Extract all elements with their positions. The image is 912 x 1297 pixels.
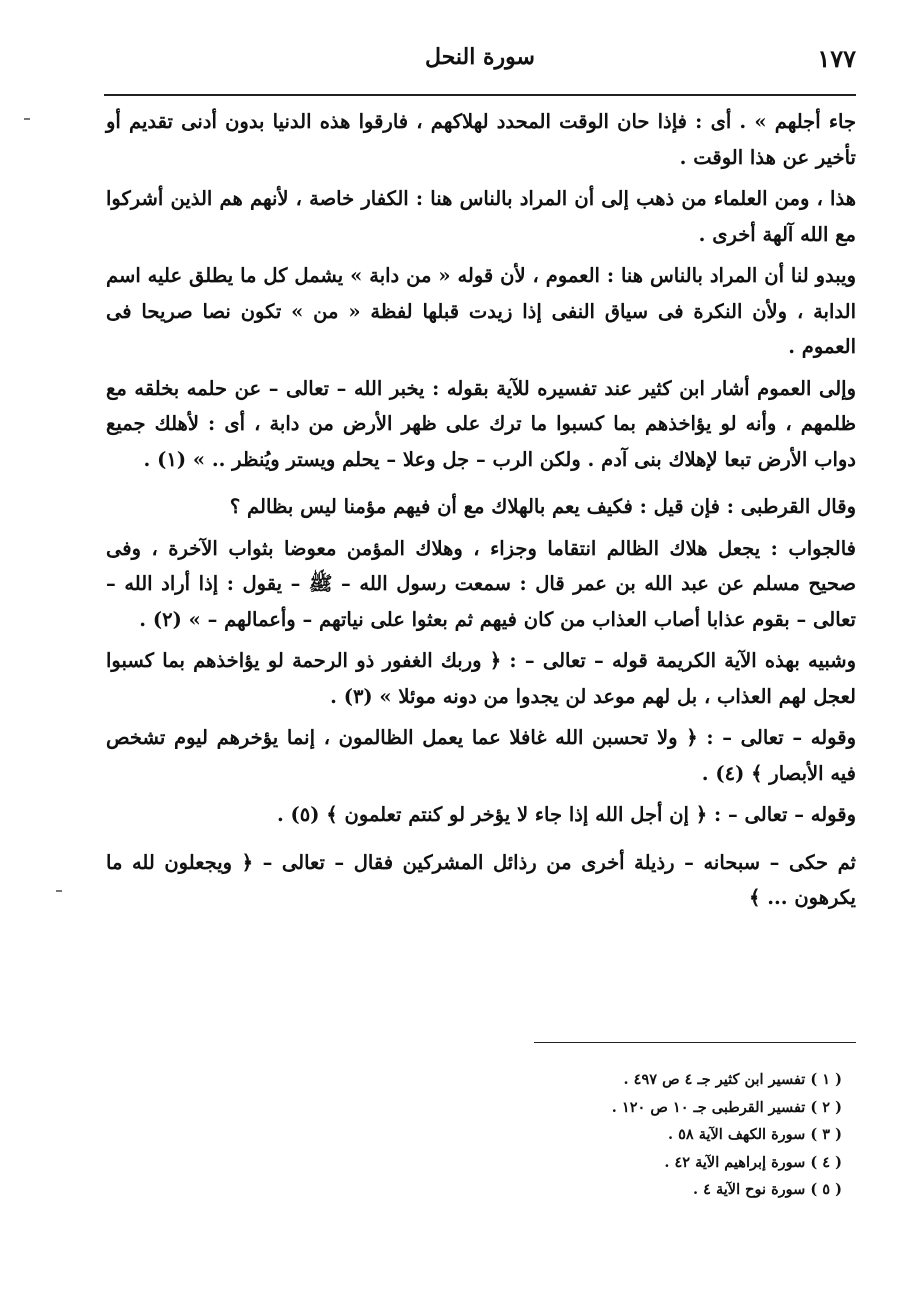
scan-speck [56, 890, 62, 892]
surah-title: سورة النحل [425, 44, 535, 70]
page-header [104, 42, 856, 82]
footnote-item: ( ٤ ) سورة إبراهيم الآية ٤٢ . [664, 1153, 842, 1171]
paragraph: هذا ، ومن العلماء من ذهب إلى أن المراد بالناس هنا : الكفار خاصة ، لأنهم هم الذين أشركوا مع الله آلهة أخرى . [106, 187, 856, 246]
footnote-item: ( ٣ ) سورة الكهف الآية ٥٨ . [667, 1126, 842, 1143]
footnote-item: ( ٢ ) تفسير القرطبى جـ ١٠ ص ١٢٠ . [611, 1098, 842, 1116]
main-text [106, 104, 856, 922]
footnotes [502, 1066, 842, 1204]
header-rule [104, 94, 856, 96]
paragraph: وقوله – تعالى – : ﴿ إن أجل الله إذا جاء لا يؤخر لو كنتم تعلمون ﴾ (٥) . [276, 803, 856, 826]
paragraph: فالجواب : يجعل هلاك الظالم انتقاما وجزاء ، وهلاك المؤمن معوضا بثواب الآخرة ، وفى صحيح مسلم عن عبد الله بن عمر قال : سمعت رسول الله – ﷺ – يقول : إذا أراد الله – تعالى – بقوم عذابا أصاب العذاب من كان فيهم ثم بعثوا على نياتهم – وأعمالهم – » (٢) . [106, 536, 856, 631]
scan-speck [24, 118, 30, 120]
paragraph: وقوله – تعالى – : ﴿ ولا تحسبن الله غافلا عما يعمل الظالمون ، إنما يؤخرهم ليوم تشخص فيه الأبصار ﴾ (٤) . [106, 726, 856, 785]
footnote-rule [534, 1042, 856, 1043]
paragraph: وشبيه بهذه الآية الكريمة قوله – تعالى – : ﴿ وربك الغفور ذو الرحمة لو يؤاخذهم بما كسبوا لعجل لهم العذاب ، بل لهم موعد لن يجدوا من دونه موئلا » (٣) . [106, 649, 856, 708]
paragraph: وقال القرطبى : فإن قيل : فكيف يعم بالهلاك مع أن فيهم مؤمنا ليس بظالم ؟ [229, 495, 856, 518]
paragraph: ويبدو لنا أن المراد بالناس هنا : العموم ، لأن قوله « من دابة » يشمل كل ما يطلق عليه اسم الدابة ، ولأن النكرة فى سياق النفى إذا زيدت قبلها لفظة « من » تكون نصا صريحا فى العموم . [106, 264, 856, 358]
page-number: ١٧٧ [817, 44, 856, 73]
paragraph: وإلى العموم أشار ابن كثير عند تفسيره للآية بقوله : يخبر الله – تعالى – عن حلمه بخلقه مع ظلمهم ، وأنه لو يؤاخذهم بما كسبوا ما ترك على ظهر الأرض من دابة ، أى : لأهلك جميع دواب الأرض تبعا لإهلاك بنى آدم . ولكن الرب – جل وعلا – يحلم ويستر ويُنظر .. » (١) . [106, 376, 856, 471]
footnote-item: ( ١ ) تفسير ابن كثير جـ ٤ ص ٤٩٧ . [623, 1071, 842, 1088]
paragraph: ثم حكى – سبحانه – رذيلة أخرى من رذائل المشركين فقال – تعالى – ﴿ ويجعلون لله ما يكرهون ... ﴾ [106, 850, 856, 909]
paragraph: جاء أجلهم » . أى : فإذا حان الوقت المحدد لهلاكهم ، فارقوا هذه الدنيا بدون أدنى تقديم أو تأخير عن هذا الوقت . [106, 110, 856, 169]
footnote-item: ( ٥ ) سورة نوح الآية ٤ . [693, 1181, 842, 1198]
